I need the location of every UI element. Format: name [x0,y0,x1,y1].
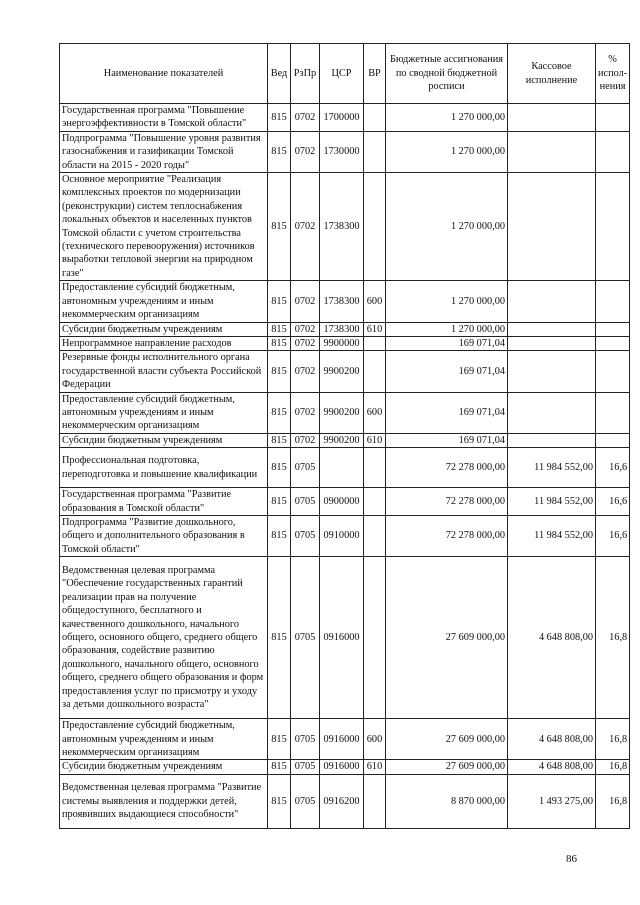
cell-vr [364,488,386,516]
cell-ved: 815 [268,173,291,281]
cell-name: Государственная программа "Повышение энергоэффективности в Томской области" [60,104,268,132]
table-row [60,131,630,172]
cell-budget: 1 270 000,00 [386,173,508,281]
cell-vr [364,173,386,281]
table-row [60,336,630,350]
cell-cash: 4 648 808,00 [508,557,596,719]
cell-name: Предоставление субсидий бюджетным, автономным учреждениям и иным некоммерческим организациям [60,281,268,322]
cell-pct: 16,6 [596,448,630,488]
cell-cash [508,281,596,322]
cell-cash [508,351,596,392]
budget-execution-table [59,43,630,829]
table-header-row [60,44,630,104]
cell-csr: 0916000 [320,719,364,760]
table-row [60,488,630,516]
table-row [60,774,630,828]
cell-name: Резервные фонды исполнительного органа государственной власти субъекта Российской Федерации [60,351,268,392]
cell-budget: 1 270 000,00 [386,322,508,336]
cell-budget: 1 270 000,00 [386,281,508,322]
cell-name: Профессиональная подготовка, переподготовка и повышение квалификации [60,448,268,488]
cell-pct: 16,6 [596,488,630,516]
cell-ved: 815 [268,719,291,760]
cell-pct [596,131,630,172]
cell-name: Основное мероприятие "Реализация комплексных проектов по модернизации (реконструкции) систем теплоснабжения локальных объектов и населенных пунктов Томской области с учетом строительства (технического перевооружения) источников выработки тепловой энергии на природном газе" [60,173,268,281]
cell-vr: 600 [364,719,386,760]
cell-ved: 815 [268,104,291,132]
cell-cash [508,433,596,447]
cell-name: Субсидии бюджетным учреждениям [60,760,268,774]
cell-csr: 0916200 [320,774,364,828]
cell-budget: 27 609 000,00 [386,557,508,719]
cell-ved: 815 [268,392,291,433]
cell-csr: 0900000 [320,488,364,516]
header-ved: Вед [268,44,291,104]
cell-vr: 610 [364,433,386,447]
cell-pct [596,322,630,336]
table-row [60,281,630,322]
cell-cash: 4 648 808,00 [508,760,596,774]
cell-csr: 9900200 [320,351,364,392]
table-row [60,392,630,433]
cell-pct: 16,8 [596,719,630,760]
cell-budget: 72 278 000,00 [386,515,508,556]
table-row [60,173,630,281]
cell-ved: 815 [268,322,291,336]
table-row [60,760,630,774]
cell-rzpr: 0702 [291,104,320,132]
page-number: 86 [566,853,577,865]
cell-cash: 4 648 808,00 [508,719,596,760]
header-rzpr: РзПр [291,44,320,104]
cell-csr: 1738300 [320,173,364,281]
cell-cash: 11 984 552,00 [508,515,596,556]
cell-rzpr: 0702 [291,281,320,322]
cell-pct [596,173,630,281]
cell-vr: 610 [364,322,386,336]
header-vr: ВР [364,44,386,104]
cell-name: Субсидии бюджетным учреждениям [60,322,268,336]
cell-vr: 600 [364,281,386,322]
cell-rzpr: 0705 [291,719,320,760]
cell-ved: 815 [268,515,291,556]
table-row [60,515,630,556]
cell-vr [364,131,386,172]
cell-cash: 11 984 552,00 [508,488,596,516]
cell-budget: 169 071,04 [386,336,508,350]
cell-pct [596,104,630,132]
cell-rzpr: 0702 [291,392,320,433]
cell-cash [508,322,596,336]
cell-csr: 1738300 [320,322,364,336]
cell-ved: 815 [268,131,291,172]
cell-budget: 27 609 000,00 [386,719,508,760]
cell-name: Подпрограмма "Повышение уровня развития газоснабжения и газификации Томской области на 2015 - 2020 годы" [60,131,268,172]
cell-ved: 815 [268,760,291,774]
cell-pct: 16,6 [596,515,630,556]
cell-name: Непрограммное направление расходов [60,336,268,350]
cell-rzpr: 0705 [291,515,320,556]
cell-rzpr: 0702 [291,433,320,447]
cell-rzpr: 0705 [291,488,320,516]
cell-csr: 1730000 [320,131,364,172]
cell-budget: 1 270 000,00 [386,104,508,132]
cell-name: Ведомственная целевая программа "Обеспечение государственных гарантий реализации прав на получение общедоступного, бесплатного и качественного дошкольного, начального общего, основного общего, среднего общего образования, содействие развитию дошкольного, начального общего, основного общего, среднего общего образования и форм предоставления услуг по присмотру и уходу за детьми дошкольного возраста" [60,557,268,719]
cell-pct: 16,8 [596,774,630,828]
table-row [60,322,630,336]
cell-cash [508,336,596,350]
cell-cash [508,131,596,172]
table-row [60,557,630,719]
cell-vr: 610 [364,760,386,774]
cell-ved: 815 [268,557,291,719]
cell-pct [596,281,630,322]
cell-csr: 1700000 [320,104,364,132]
cell-cash [508,392,596,433]
cell-vr [364,448,386,488]
cell-budget: 72 278 000,00 [386,488,508,516]
header-pct: % испол-нения [596,44,630,104]
cell-csr: 0916000 [320,557,364,719]
table-body [60,104,630,829]
cell-name: Предоставление субсидий бюджетным, автономным учреждениям и иным некоммерческим организациям [60,392,268,433]
cell-rzpr: 0702 [291,351,320,392]
cell-vr [364,351,386,392]
cell-ved: 815 [268,336,291,350]
cell-vr [364,515,386,556]
cell-cash [508,104,596,132]
cell-rzpr: 0705 [291,774,320,828]
cell-budget: 1 270 000,00 [386,131,508,172]
header-csr: ЦСР [320,44,364,104]
cell-name: Подпрограмма "Развитие дошкольного, общего и дополнительного образования в Томской области" [60,515,268,556]
cell-budget: 169 071,04 [386,351,508,392]
cell-name: Государственная программа "Развитие образования в Томской области" [60,488,268,516]
cell-rzpr: 0702 [291,322,320,336]
cell-csr [320,448,364,488]
cell-csr: 9900200 [320,433,364,447]
header-cash: Кассовое исполнение [508,44,596,104]
cell-ved: 815 [268,433,291,447]
table-row [60,448,630,488]
cell-csr: 0910000 [320,515,364,556]
cell-vr: 600 [364,392,386,433]
header-budget: Бюджетные ассигнования по сводной бюджетной росписи [386,44,508,104]
table-row [60,351,630,392]
cell-rzpr: 0702 [291,336,320,350]
cell-pct [596,392,630,433]
cell-budget: 8 870 000,00 [386,774,508,828]
cell-budget: 169 071,04 [386,433,508,447]
cell-name: Субсидии бюджетным учреждениям [60,433,268,447]
cell-pct: 16,8 [596,557,630,719]
cell-cash [508,173,596,281]
table-row [60,719,630,760]
cell-pct [596,433,630,447]
cell-ved: 815 [268,281,291,322]
cell-vr [364,336,386,350]
cell-rzpr: 0705 [291,448,320,488]
cell-budget: 169 071,04 [386,392,508,433]
cell-name: Предоставление субсидий бюджетным, автономным учреждениям и иным некоммерческим организациям [60,719,268,760]
cell-csr: 9900000 [320,336,364,350]
cell-budget: 72 278 000,00 [386,448,508,488]
cell-cash: 11 984 552,00 [508,448,596,488]
table-row [60,433,630,447]
cell-vr [364,104,386,132]
cell-cash: 1 493 275,00 [508,774,596,828]
cell-rzpr: 0705 [291,760,320,774]
cell-pct [596,336,630,350]
cell-ved: 815 [268,351,291,392]
table-row [60,104,630,132]
cell-vr [364,774,386,828]
cell-csr: 0916000 [320,760,364,774]
header-name: Наименование показателей [60,44,268,104]
cell-csr: 1738300 [320,281,364,322]
cell-name: Ведомственная целевая программа "Развитие системы выявления и поддержки детей, проявивших выдающиеся способности" [60,774,268,828]
cell-ved: 815 [268,488,291,516]
cell-pct: 16,8 [596,760,630,774]
cell-vr [364,557,386,719]
cell-rzpr: 0702 [291,131,320,172]
cell-ved: 815 [268,774,291,828]
cell-rzpr: 0702 [291,173,320,281]
cell-pct [596,351,630,392]
cell-ved: 815 [268,448,291,488]
cell-rzpr: 0705 [291,557,320,719]
cell-csr: 9900200 [320,392,364,433]
cell-budget: 27 609 000,00 [386,760,508,774]
